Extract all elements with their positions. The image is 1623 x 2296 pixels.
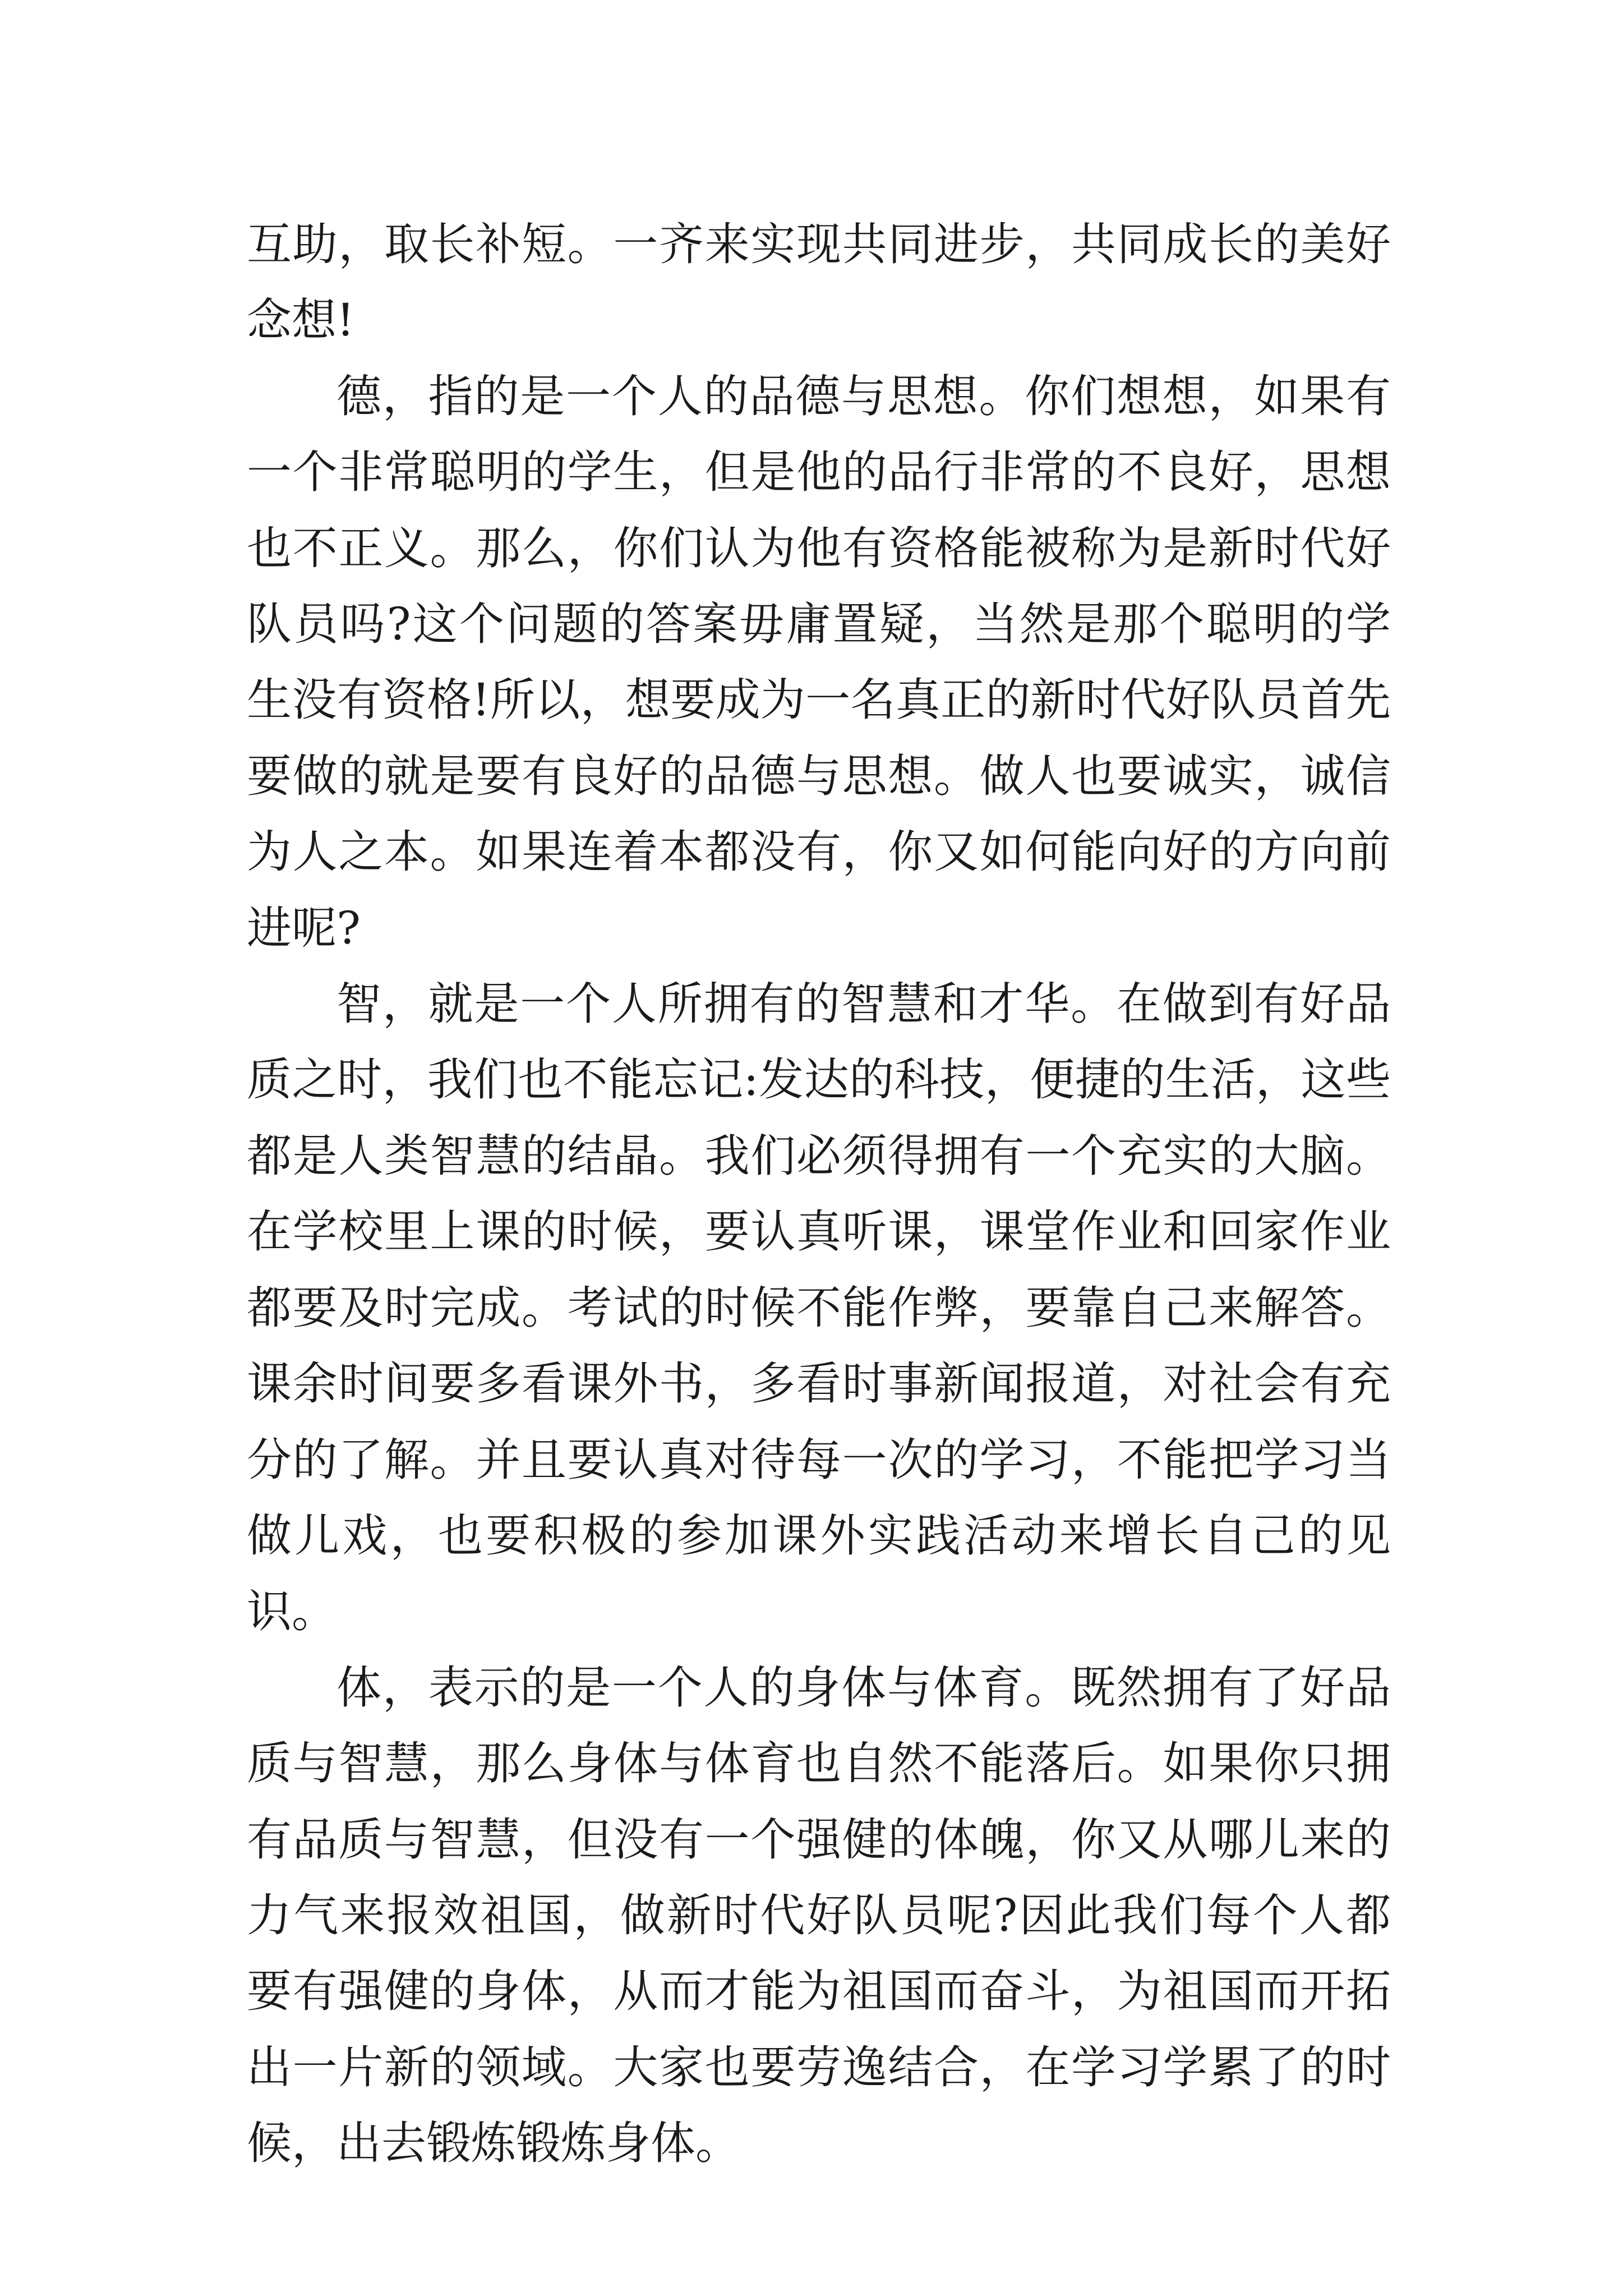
paragraph-zhi-wisdom: 智，就是一个人所拥有的智慧和才华。在做到有好品质之时，我们也不能忘记:发达的科技，便捷的生活，这些都是人类智慧的结晶。我们必须得拥有一个充实的大脑。在学校里上课的时候，要认真听课，课堂作业和回家作业都要及时完成。考试的时候不能作弊，要靠自己来解答。课余时间要多看课外书，多看时事新闻报道，对社会有充分的了解。并且要认真对待每一次的学习，不能把学习当做儿戏，也要积极的参加课外实践活动来增长自己的见识。 (247, 978, 1391, 1638)
document-body (247, 206, 1391, 2182)
paragraph-ti-physique: 体，表示的是一个人的身体与体育。既然拥有了好品质与智慧，那么身体与体育也自然不能落后。如果你只拥有品质与智慧，但没有一个强健的体魄，你又从哪儿来的力气来报效祖国，做新时代好队员呢?因此我们每个人都要有强健的身体，从而才能为祖国而奋斗，为祖国而开拓出一片新的领域。大家也要劳逸结合，在学习学累了的时候，出去锻炼锻炼身体。 (247, 1661, 1391, 2170)
paragraph-de-morality: 德，指的是一个人的品德与思想。你们想想，如果有一个非常聪明的学生，但是他的品行非常的不良好，思想也不正义。那么，你们认为他有资格能被称为是新时代好队员吗?这个问题的答案毋庸置疑，当然是那个聪明的学生没有资格!所以，想要成为一名真正的新时代好队员首先要做的就是要有良好的品德与思想。做人也要诚实，诚信为人之本。如果连着本都没有，你又如何能向好的方向前进呢? (247, 370, 1391, 954)
paragraph-continuation: 互助，取长补短。一齐来实现共同进步，共同成长的美好念想! (247, 218, 1391, 347)
